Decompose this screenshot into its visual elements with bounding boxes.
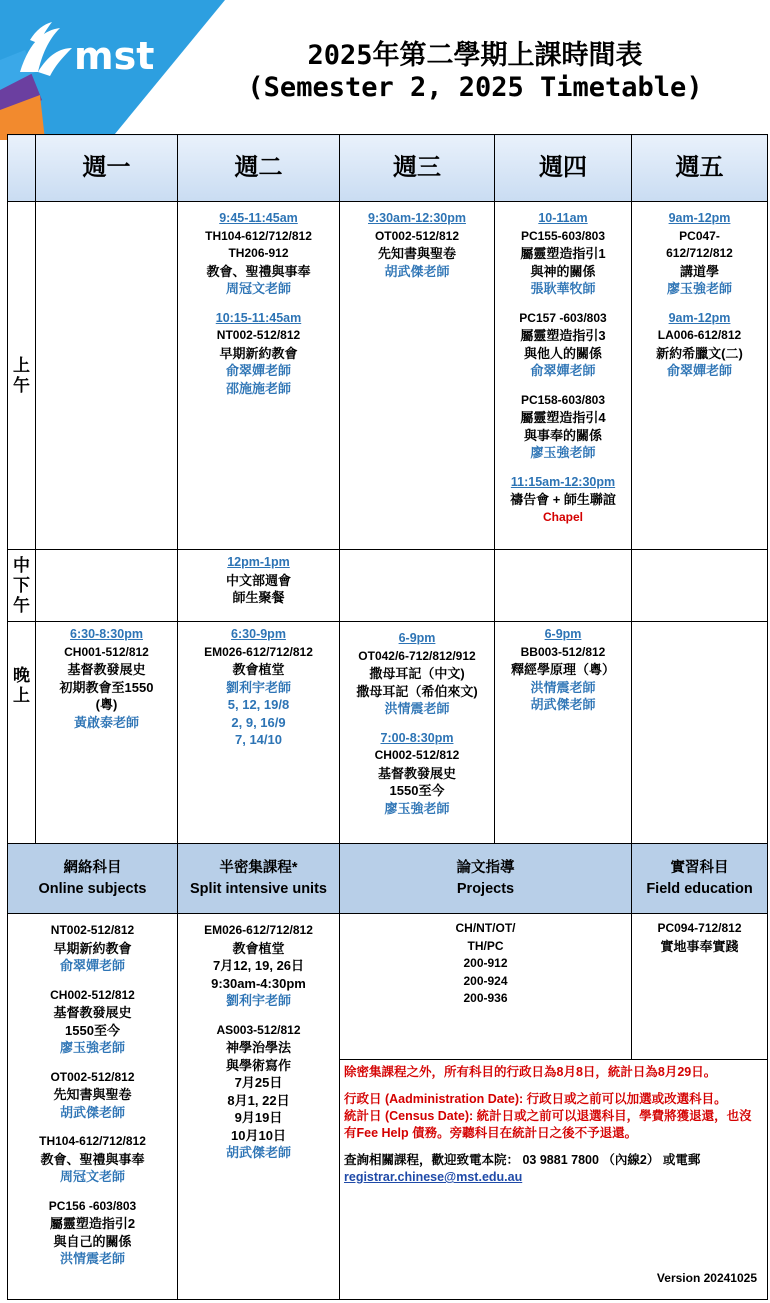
section-split: 半密集課程* Split intensive units <box>178 844 340 914</box>
class-block: 9:45-11:45am TH104-612/712/812 TH206-912 教會、聖禮與事奉 周冠文老師 <box>205 211 312 296</box>
pm-row <box>8 622 768 844</box>
list-item: CH002-512/812 基督教發展史 1550至今 廖玉強老師 <box>50 987 135 1055</box>
noon-fri <box>632 550 768 622</box>
am-wed <box>340 202 495 550</box>
pm-thu: 6-9pm BB003-512/812 釋經學原理（粵） 洪情震老師 胡武傑老師 <box>495 622 632 844</box>
pm-wed <box>340 622 495 844</box>
day-wed: 週三 <box>340 135 495 202</box>
list-item: EM026-612/712/812 教會植堂 7月12, 19, 26日 9:30am-4:30pm 劉利宇老師 <box>204 923 313 1008</box>
class-block: PC157 -603/803 屬靈塑造指引3 與他人的關係 俞翠嬋老師 <box>519 310 607 378</box>
lists-row <box>8 914 768 1060</box>
version-label: Version 20241025 <box>656 1270 757 1285</box>
class-block: 9am-12pm PC047- 612/712/812 講道學 廖玉強老師 <box>666 211 733 296</box>
day-tue: 週二 <box>178 135 340 202</box>
section-field: 實習科目 Field education <box>632 844 768 914</box>
online-list <box>8 914 178 1300</box>
notes <box>340 1060 768 1300</box>
pm-mon: 6:30-8:30pm CH001-512/812 基督教發展史 初期教會至1550 (粵) 黃啟泰老師 <box>36 622 178 844</box>
section-projects: 論文指導 Projects <box>340 844 632 914</box>
class-block: 10:15-11:45am NT002-512/812 早期新約教會 俞翠嬋老師 邵施施老師 <box>215 310 302 396</box>
noon-mon <box>36 550 178 622</box>
class-block: 11:15am-12:30pm 禱告會 + 師生聯誼 Chapel <box>510 474 616 524</box>
section-row <box>8 844 768 914</box>
list-item: OT002-512/812 先知書與聖卷 胡武傑老師 <box>50 1069 135 1120</box>
list-item: PC156 -603/803 屬靈塑造指引2 與自己的關係 洪情震老師 <box>48 1198 137 1266</box>
day-thu: 週四 <box>495 135 632 202</box>
logo-text: mst <box>74 34 155 78</box>
day-mon: 週一 <box>36 135 178 202</box>
notes-dates: 除密集課程之外，所有科目的行政日為8月8日，統計日為8月29日。 <box>344 1065 717 1079</box>
header-corner <box>8 135 36 202</box>
am-fri <box>632 202 768 550</box>
class-block: 9am-12pm LA006-612/812 新約希臘文(二) 俞翠嬋老師 <box>656 310 743 378</box>
notes-contact: 查詢相關課程，歡迎致電本院： 03 9881 7800 （內線2） 或電郵 registrar.chinese@mst.edu.au <box>344 1153 701 1184</box>
class-block: 10-11am PC155-603/803 屬靈塑造指引1 與神的關係 張耿華牧師 <box>520 211 606 296</box>
split-list <box>178 914 340 1300</box>
email-link[interactable]: registrar.chinese@mst.edu.au <box>344 1170 523 1184</box>
class-block: PC158-603/803 屬靈塑造指引4 與事奉的關係 廖玉強老師 <box>520 392 606 460</box>
header-row <box>8 135 768 202</box>
timetable <box>7 134 768 1300</box>
pm-fri <box>632 622 768 844</box>
title-zh: 2025年第二學期上課時間表 <box>307 40 643 71</box>
class-block: 7:00-8:30pm CH002-512/812 基督教發展史 1550至今 廖玉強老師 <box>374 730 460 816</box>
am-mon <box>36 202 178 550</box>
list-item: AS003-512/812 神學治學法 與學術寫作 7月25日 8月1, 22日 9月19日 10月10日 胡武傑老師 <box>216 1022 301 1160</box>
class-block: 9:30am-12:30pm OT002-512/812 先知書與聖卷 胡武傑老師 <box>368 211 466 279</box>
list-item: TH104-612/712/812 教會、聖禮與事奉 周冠文老師 <box>39 1134 146 1184</box>
day-fri: 週五 <box>632 135 768 202</box>
title-en: (Semester 2, 2025 Timetable) <box>247 72 703 103</box>
am-row <box>8 202 768 550</box>
noon-thu <box>495 550 632 622</box>
class-block: 6-9pm OT042/6-712/812/912 撒母耳記（中文) 撒母耳記（希伯來文) 洪情震老師 <box>356 631 478 716</box>
list-item: NT002-512/812 早期新約教會 俞翠嬋老師 <box>50 923 135 973</box>
notes-admin: 行政日 (Aadministration Date): 行政日或之前可以加選或改選科目。 <box>344 1092 727 1106</box>
pm-tue: 6:30-9pm EM026-612/712/812 教會植堂 劉利宇老師 5, 12, 19/8 2, 9, 16/9 7, 14/10 <box>178 622 340 844</box>
field-list: PC094-712/812 實地事奉實踐 <box>632 914 768 1060</box>
projects-list: CH/NT/OT/ TH/PC 200-912 200-924 200-936 <box>340 914 632 1060</box>
period-am: 上 午 <box>8 202 36 550</box>
noon-wed <box>340 550 495 622</box>
period-noon: 中 下 午 <box>8 550 36 622</box>
notes-census: 統計日 (Census Date): 統計日或之前可以退選科目，學費將獲退還，也沒有Fee Help 債務。旁聽科目在統計日之後不予退還。 <box>344 1109 752 1140</box>
am-thu <box>495 202 632 550</box>
period-pm: 晚 上 <box>8 622 36 844</box>
logo <box>0 0 260 140</box>
noon-row <box>8 550 768 622</box>
noon-tue: 12pm-1pm 中文部週會 師生聚餐 <box>178 550 340 622</box>
section-online: 網絡科目 Online subjects <box>8 844 178 914</box>
am-tue <box>178 202 340 550</box>
page-title <box>225 40 725 104</box>
